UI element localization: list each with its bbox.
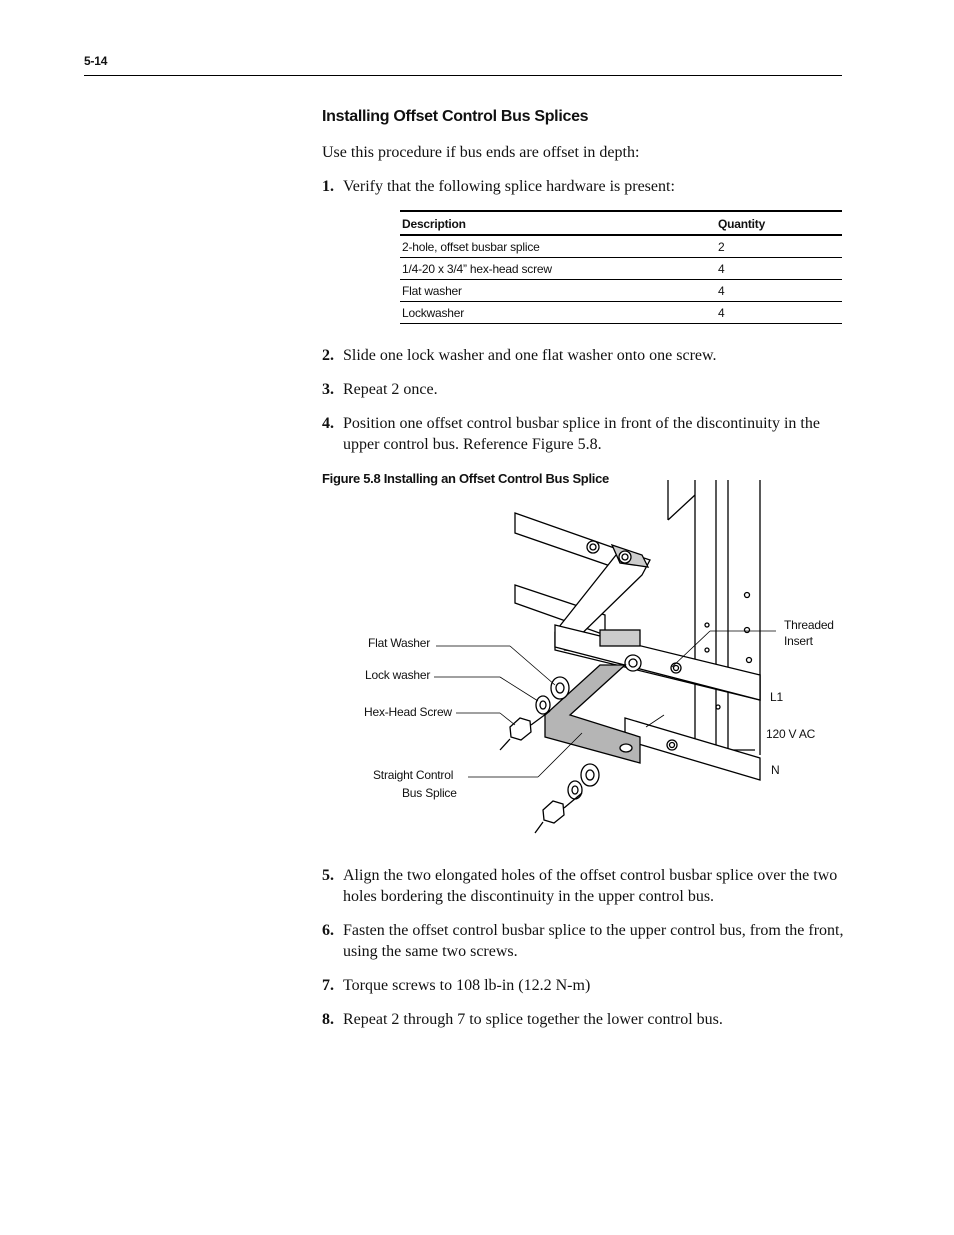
figure-offset-splice — [350, 475, 850, 855]
step-number: 1. — [322, 178, 334, 195]
callout-hex-head-screw: Hex-Head Screw — [364, 705, 452, 719]
step-text: Verify that the following splice hardware is present: — [343, 178, 675, 195]
step-text: Repeat 2 once. — [343, 381, 438, 398]
step-text: Slide one lock washer and one flat washer onto one screw. — [343, 347, 717, 364]
table-cell-quantity: 4 — [716, 302, 842, 324]
figure-caption: Figure 5.8 Installing an Offset Control Bus Splice — [322, 471, 609, 486]
table-cell-description: Flat washer — [400, 280, 716, 302]
callout-n: N — [771, 763, 780, 777]
step-text: Fasten the offset control busbar splice to the upper control bus, from the front, using the same two screws. — [343, 922, 844, 960]
table-header-description: Description — [400, 211, 716, 235]
step-8 — [322, 1009, 844, 1030]
callout-straight-splice-line1: Straight Control — [373, 768, 454, 782]
step-text: Repeat 2 through 7 to splice together the lower control bus. — [343, 1011, 723, 1028]
section-heading: Installing Offset Control Bus Splices — [322, 108, 589, 125]
step-number: 2. — [322, 347, 334, 364]
table-row — [400, 258, 842, 280]
step-text: Align the two elongated holes of the offset control busbar splice over the two holes bordering the discontinuity in the upper control bus. — [343, 867, 838, 905]
callout-flat-washer: Flat Washer — [368, 636, 431, 650]
step-text: Torque screws to 108 lb-in (12.2 N-m) — [343, 977, 591, 994]
step-5 — [322, 865, 844, 907]
callout-l1: L1 — [770, 690, 783, 704]
callout-straight-splice-line2: Bus Splice — [402, 786, 457, 800]
step-1 — [322, 176, 844, 197]
main-content-continued — [322, 865, 844, 1043]
table-cell-quantity: 4 — [716, 280, 842, 302]
step-text: Position one offset control busbar splice in front of the discontinuity in the upper control bus. Reference Figure 5.8. — [343, 415, 820, 453]
step-7 — [322, 975, 844, 996]
table-header-row — [400, 211, 842, 235]
step-number: 6. — [322, 922, 334, 939]
table-row — [400, 280, 842, 302]
step-2 — [322, 345, 844, 366]
page-number: 5-14 — [84, 54, 108, 68]
main-content — [322, 108, 844, 486]
step-4 — [322, 413, 844, 455]
table-cell-quantity: 2 — [716, 235, 842, 258]
step-number: 4. — [322, 415, 334, 432]
step-number: 5. — [322, 867, 334, 884]
step-number: 7. — [322, 977, 334, 994]
intro-paragraph: Use this procedure if bus ends are offset in depth: — [322, 144, 640, 161]
callout-threaded-insert-line1: Threaded — [784, 618, 834, 632]
table-cell-quantity: 4 — [716, 258, 842, 280]
table-cell-description: Lockwasher — [400, 302, 716, 324]
step-6 — [322, 920, 844, 962]
step-3 — [322, 379, 844, 400]
callout-voltage: 120 V AC — [766, 727, 816, 741]
header-rule — [84, 75, 842, 76]
table-row — [400, 302, 842, 324]
step-number: 3. — [322, 381, 334, 398]
hardware-table — [400, 210, 842, 324]
table-cell-description: 2-hole, offset busbar splice — [400, 235, 716, 258]
callout-lock-washer: Lock washer — [365, 668, 431, 682]
table-header-quantity: Quantity — [716, 211, 842, 235]
table-row — [400, 235, 842, 258]
table-cell-description: 1/4-20 x 3/4” hex-head screw — [400, 258, 716, 280]
callout-threaded-insert-line2: Insert — [784, 634, 813, 648]
step-number: 8. — [322, 1011, 334, 1028]
